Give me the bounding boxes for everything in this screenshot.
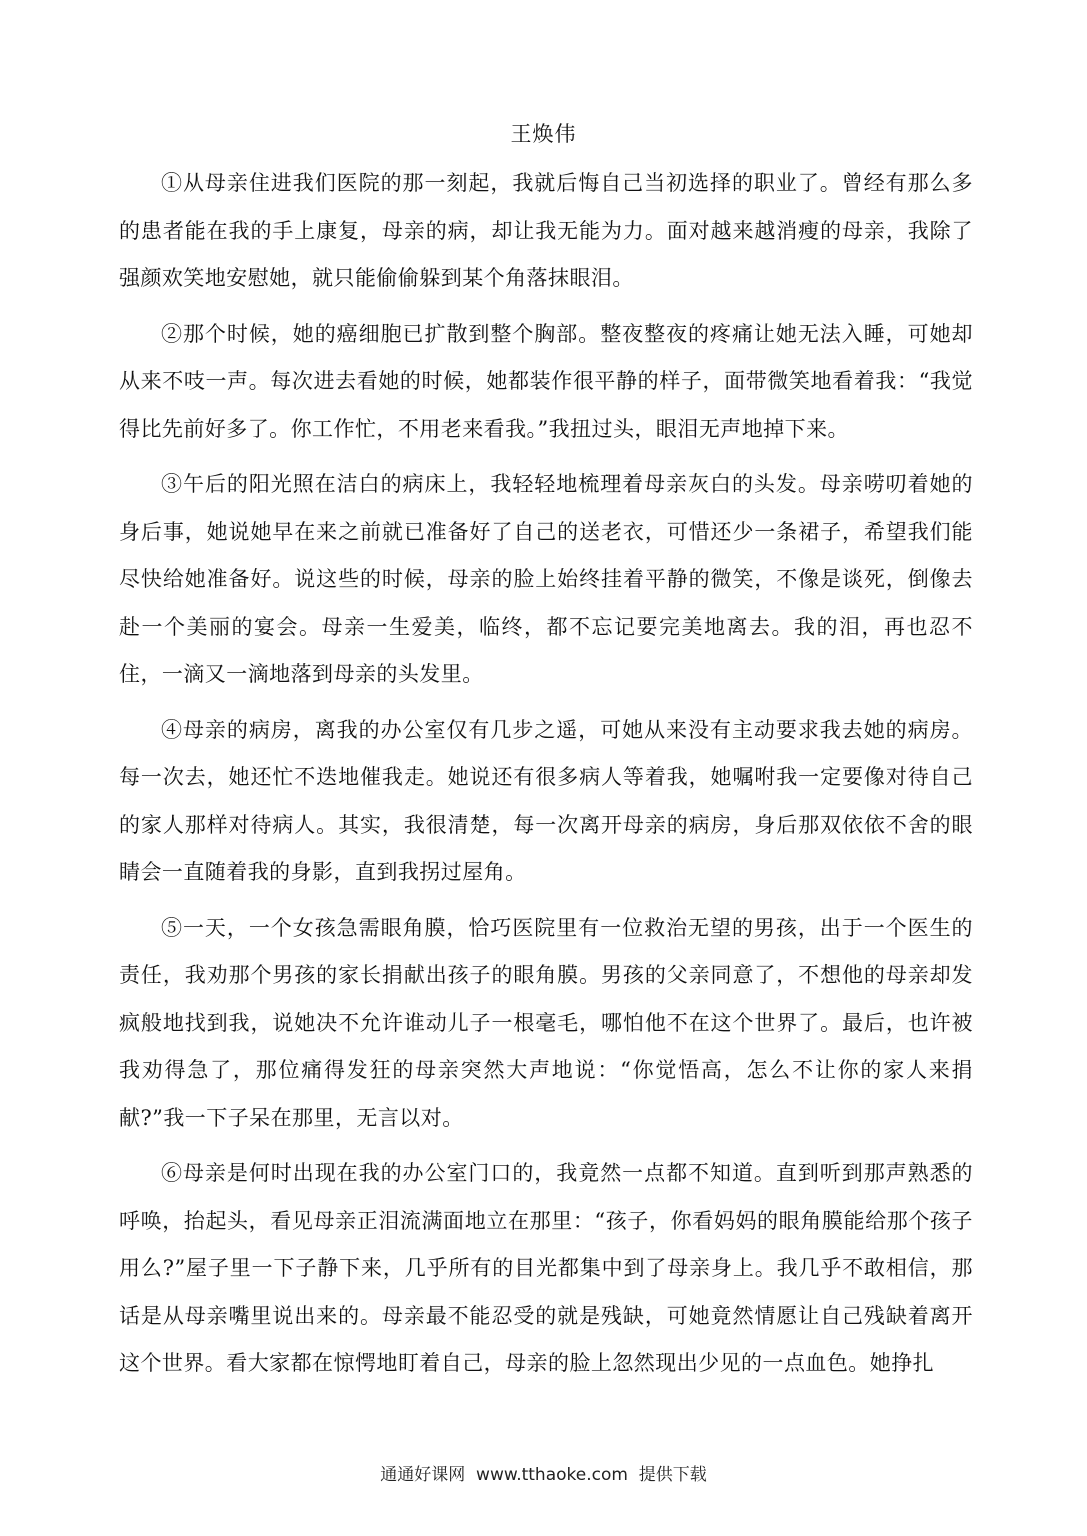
author-name: 王焕伟 (510, 122, 577, 146)
article-body (119, 160, 973, 1396)
paragraph-1: ①从母亲住进我们医院的那一刻起，我就后悔自己当初选择的职业了。曾经有那么多的患者能在我的手上康复，母亲的病，却让我无能为力。面对越来越消瘦的母亲，我除了强颜欢笑地安慰她，就只能偷偷躲到某个角落抹眼泪。 (119, 171, 973, 290)
page-footer: 通通好课网 www.tthaoke.com 提供下载 (380, 1465, 707, 1485)
paragraph-2: ②那个时候，她的癌细胞已扩散到整个胸部。整夜整夜的疼痛让她无法入睡，可她却从来不吱一声。每次进去看她的时候，她都装作很平静的样子，面带微笑地看着我：“我觉得比先前好多了。你工作忙，不用老来看我。”我扭过头，眼泪无声地掉下来。 (119, 321, 973, 441)
paragraph-6: ⑥母亲是何时出现在我的办公室门口的，我竟然一点都不知道。直到听到那声熟悉的呼唤，抬起头，看见母亲正泪流满面地立在那里：“孩子，你看妈妈的眼角膜能给那个孩子用么?”屋子里一下子静下来，几乎所有的目光都集中到了母亲身上。我几乎不敢相信，那话是从母亲嘴里说出来的。母亲最不能忍受的就是残缺，可她竟然情愿让自己残缺着离开这个世界。看大家都在惊愕地盯着自己，母亲的脸上忽然现出少见的一点血色。她挣扎 (119, 1161, 973, 1375)
paragraph-4: ④母亲的病房，离我的办公室仅有几步之遥，可她从来没有主动要求我去她的病房。每一次去，她还忙不迭地催我走。她说还有很多病人等着我，她嘱咐我一定要像对待自己的家人那样对待病人。其实，我很清楚，每一次离开母亲的病房，身后那双依依不舍的眼睛会一直随着我的身影，直到我拐过屋角。 (119, 717, 973, 884)
paragraph-3: ③午后的阳光照在洁白的病床上，我轻轻地梳理着母亲灰白的头发。母亲唠叨着她的身后事，她说她早在来之前就已准备好了自己的送老衣，可惜还少一条裙子，希望我们能尽快给她准备好。说这些的时候，母亲的脸上始终挂着平静的微笑，不像是谈死，倒像去赴一个美丽的宴会。母亲一生爱美，临终，都不忘记要完美地离去。我的泪，再也忍不住，一滴又一滴地落到母亲的头发里。 (119, 472, 973, 686)
paragraph-5: ⑤一天，一个女孩急需眼角膜，恰巧医院里有一位救治无望的男孩，出于一个医生的责任，我劝那个男孩的家长捐献出孩子的眼角膜。男孩的父亲同意了，不想他的母亲却发疯般地找到我，说她决不允许谁动儿子一根毫毛，哪怕他不在这个世界了。最后，也许被我劝得急了，那位痛得发狂的母亲突然大声地说：“你觉悟高，怎么不让你的家人来捐献?”我一下子呆在那里，无言以对。 (119, 915, 973, 1130)
